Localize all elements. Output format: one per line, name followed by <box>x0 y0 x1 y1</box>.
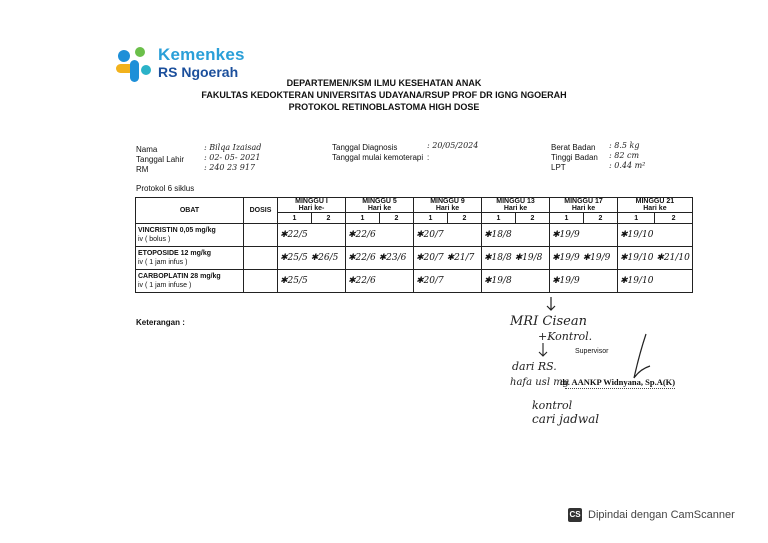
label-tanggal-lahir: Tanggal Lahir <box>136 155 185 164</box>
col-dosis: DOSIS <box>244 198 278 224</box>
given-mark: ✱19/10 <box>618 270 693 293</box>
value-berat-badan: : 8.5 kg <box>609 141 640 150</box>
value-tanggal-diagnosis: : 20/05/2024 <box>427 141 479 150</box>
given-mark: ✱19/9 <box>550 224 618 247</box>
day-cell: 2 <box>448 213 482 224</box>
given-mark: ✱19/8 <box>482 270 550 293</box>
given-mark: ✱18/8 ✱19/8 <box>482 247 550 270</box>
hospital-name: RS Ngoerah <box>158 64 239 80</box>
day-cell: 1 <box>346 213 380 224</box>
given-mark: ✱19/9 <box>550 270 618 293</box>
label-tanggal-kemo: Tanggal mulai kemoterapi <box>332 153 424 162</box>
value-rm: : 240 23 917 <box>204 163 256 172</box>
day-cell: 1 <box>278 213 312 224</box>
given-mark: ✱20/7 <box>414 270 482 293</box>
col-minggu-1: MINGGU I Hari ke- <box>278 198 346 213</box>
col-obat: OBAT <box>136 198 244 224</box>
note-kontrol-2: kontrol <box>532 399 573 412</box>
dose-cell <box>244 270 278 293</box>
camscanner-text: Dipindai dengan CamScanner <box>588 508 735 521</box>
label-berat-badan: Berat Badan <box>551 143 596 152</box>
col-minggu-5: MINGGU 5 Hari ke <box>346 198 414 213</box>
arrow-down-small-icon <box>538 342 548 358</box>
day-cell: 1 <box>550 213 584 224</box>
note-hafa: hafa usl mg <box>510 377 570 388</box>
label-tinggi-badan: Tinggi Badan <box>551 153 598 162</box>
value-tanggal-lahir: : 02- 05- 2021 <box>204 153 261 162</box>
note-mri: MRI Cisean <box>510 314 587 329</box>
value-tinggi-badan: : 82 cm <box>609 151 640 160</box>
day-cell: 2 <box>380 213 414 224</box>
drug-vincristin: VINCRISTIN 0,05 mg/kg iv ( bolus ) <box>136 224 244 247</box>
given-mark: ✱19/10 <box>618 224 693 247</box>
supervisor-name: dr. AANKP Widnyana, Sp.A(K) <box>560 377 676 387</box>
value-nama: : Bilqa Izaisad <box>204 143 262 152</box>
given-mark: ✱22/6 ✱23/6 <box>346 247 414 270</box>
note-kontrol: +Kontrol. <box>538 330 593 343</box>
header-department: DEPARTEMEN/KSM ILMU KESEHATAN ANAK <box>286 78 482 88</box>
camscanner-icon: CS <box>568 508 582 522</box>
value-tanggal-kemo: : <box>427 153 430 162</box>
day-cell: 2 <box>655 213 692 224</box>
header-faculty: FAKULTAS KEDOKTERAN UNIVERSITAS UDAYANA/RSUP PROF DR IGNG NGOERAH <box>201 90 567 100</box>
given-mark: ✱22/6 <box>346 270 414 293</box>
given-mark: ✱20/7 <box>414 224 482 247</box>
supervisor-label: Supervisor <box>575 348 609 355</box>
protocol-cycles-label: Protokol 6 siklus <box>136 184 195 193</box>
signature-line <box>565 388 675 389</box>
label-lpt: LPT <box>551 163 566 172</box>
given-mark: ✱18/8 <box>482 224 550 247</box>
arrow-down-icon <box>545 296 557 312</box>
drug-etoposide: ETOPOSIDE 12 mg/kg iv ( 1 jam infus ) <box>136 247 244 270</box>
col-minggu-17: MINGGU 17 Hari ke <box>550 198 618 213</box>
header-protocol-title: PROTOKOL RETINOBLASTOMA HIGH DOSE <box>288 102 480 112</box>
given-mark: ✱19/10 ✱21/10 <box>618 247 693 270</box>
note-dari-rs: dari RS. <box>512 360 557 373</box>
camscanner-watermark <box>568 508 735 522</box>
col-minggu-21: MINGGU 21 Hari ke <box>618 198 693 213</box>
col-minggu-9: MINGGU 9 Hari ke <box>414 198 482 213</box>
table-row-vincristin <box>136 224 693 247</box>
table-row-carboplatin <box>136 270 693 293</box>
note-cari-jadwal: cari jadwal <box>532 412 600 426</box>
table-header-row <box>136 198 693 213</box>
given-mark: ✱20/7 ✱21/7 <box>414 247 482 270</box>
given-mark: ✱19/9 ✱19/9 <box>550 247 618 270</box>
drug-carboplatin: CARBOPLATIN 28 mg/kg iv ( 1 jam infuse ) <box>136 270 244 293</box>
dose-cell <box>244 247 278 270</box>
given-mark: ✱25/5 ✱26/5 <box>278 247 346 270</box>
day-cell: 1 <box>414 213 448 224</box>
value-lpt: : 0.44 m² <box>609 161 646 170</box>
dose-cell <box>244 224 278 247</box>
signature-icon <box>628 332 652 382</box>
given-mark: ✱22/5 <box>278 224 346 247</box>
label-nama: Nama <box>136 145 158 154</box>
day-cell: 2 <box>516 213 550 224</box>
col-minggu-13: MINGGU 13 Hari ke <box>482 198 550 213</box>
label-rm: RM <box>136 165 149 174</box>
table-row-etoposide <box>136 247 693 270</box>
label-tanggal-diagnosis: Tanggal Diagnosis <box>332 143 398 152</box>
day-cell: 2 <box>312 213 346 224</box>
day-cell: 2 <box>584 213 618 224</box>
chemo-schedule-table <box>135 197 693 293</box>
day-cell: 1 <box>618 213 655 224</box>
day-cell: 1 <box>482 213 516 224</box>
given-mark: ✱25/5 <box>278 270 346 293</box>
keterangan-label: Keterangan : <box>136 318 185 327</box>
brand-name: Kemenkes <box>158 45 245 64</box>
given-mark: ✱22/6 <box>346 224 414 247</box>
